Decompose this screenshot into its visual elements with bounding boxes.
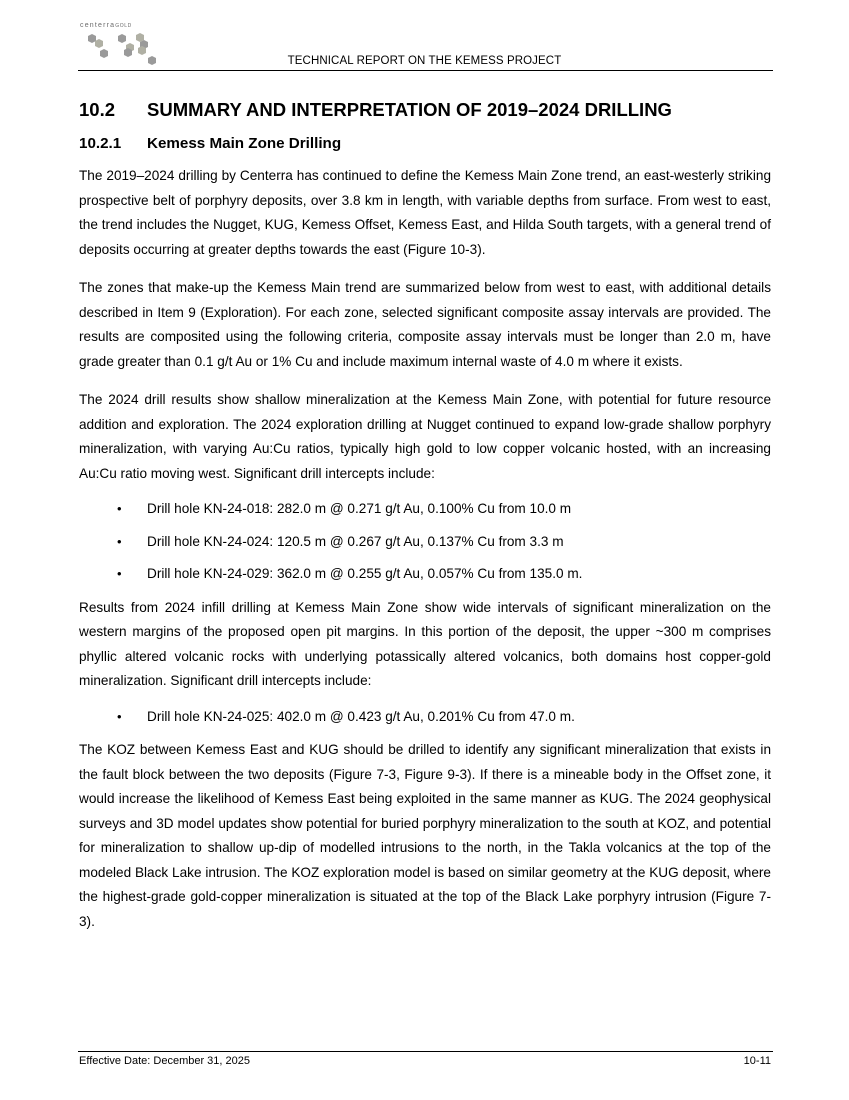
subsection-title: Kemess Main Zone Drilling (147, 135, 342, 152)
effective-date: Effective Date: December 31, 2025 (79, 1055, 251, 1067)
section-heading (79, 97, 771, 123)
paragraph-infill: Results from 2024 infill drilling at Kemess Main Zone show wide intervals of significant mineralization on the western margins of the proposed open pit margins. In this portion of the deposit, the upper ~300 m comprises phyllic altered volcanic rocks with underlying potassically altered volcanics, both domains host copper-gold mineralization. Significant drill intercepts include: (79, 599, 771, 688)
subsection-heading (79, 133, 771, 155)
report-header-title: TECHNICAL REPORT ON THE KEMESS PROJECT (287, 55, 562, 67)
logo-wordmark-gold: GOLD (115, 23, 132, 29)
paragraph-trend: The 2019–2024 drilling by Centerra has continued to define the Kemess Main Zone trend, an east-westerly striking prospective belt of porphyry deposits, over 3.8 km in length, with variable depths from surface. From west to east, the trend includes the Nugget, KUG, Kemess Offset, Kemess East, and Hilda South targets, with a general trend of deposits occurring at greater depths towards the east (Figure 10-3). (79, 168, 771, 257)
page-content (79, 97, 771, 948)
list-item: • Drill hole KN-24-018: 282.0 m @ 0.271 g/t Au, 0.100% Cu from 10.0 m (79, 498, 771, 519)
list-item: • Drill hole KN-24-029: 362.0 m @ 0.255 g/t Au, 0.057% Cu from 135.0 m. (79, 563, 771, 584)
paragraph-koz: The KOZ between Kemess East and KUG should be drilled to identify any significant mineralization that exists in the fault block between the two deposits (Figure 7-3, Figure 9-3). If there is a mineable body in the Offset zone, it would increase the likelihood of Kemess East being exploited in the same manner as KUG. The 2024 geophysical surveys and 3D model updates show potential for buried porphyry mineralization to the south at KOZ, and potential for mineralization to shallow up-dip of modelled intrusions to the north, in the Takla volcanics at the top of the modeled Black Lake intrusion. The KOZ exploration model is based on similar geometry at the KUG deposit, where the highest-grade gold-copper mineralization is situated at the top of the Black Lake porphyry intrusion (Figure 7-3). (79, 742, 771, 929)
footer-divider (78, 1051, 773, 1052)
paragraph-nugget: The 2024 drill results show shallow mineralization at the Kemess Main Zone, with potential for future resource addition and exploration. The 2024 exploration drilling at Nugget continued to expand low-grade shallow porphyry mineralization, with varying Au:Cu ratios, typically high gold to low copper volcanic hosted, with an increasing Au:Cu ratio moving west. Significant drill intercepts include: (79, 392, 771, 481)
list-item: • Drill hole KN-24-024: 120.5 m @ 0.267 g/t Au, 0.137% Cu from 3.3 m (79, 531, 771, 552)
section-title: SUMMARY AND INTERPRETATION OF 2019–2024 DRILLING (147, 99, 672, 120)
paragraph-zones: The zones that make-up the Kemess Main trend are summarized below from west to east, with additional details described in Item 9 (Exploration). For each zone, selected significant composite assay intervals are provided. The results are composited using the following criteria, composite assay intervals must be longer than 2.0 m, have grade greater than 0.1 g/t Au or 1% Cu and include maximum internal waste of 4.0 m where it exists. (79, 280, 771, 369)
logo-wordmark: centerra (80, 22, 116, 29)
section-number: 10.2 (79, 99, 116, 120)
subsection-number: 10.2.1 (79, 135, 122, 152)
nugget-intercepts-list (79, 498, 771, 584)
main-zone-intercepts-list (79, 706, 771, 727)
header-divider (78, 70, 773, 71)
list-item: • Drill hole KN-24-025: 402.0 m @ 0.423 g/t Au, 0.201% Cu from 47.0 m. (79, 706, 771, 727)
page-number: 10-11 (743, 1055, 771, 1067)
